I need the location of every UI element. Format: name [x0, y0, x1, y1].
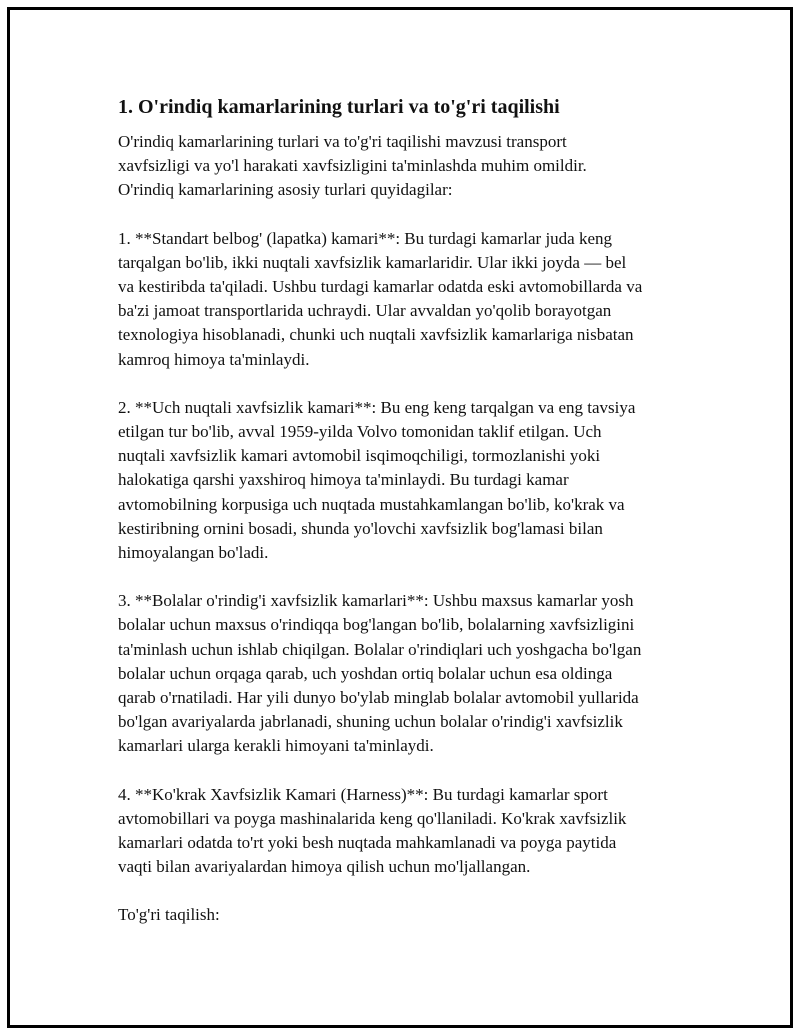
paragraph-item-1 [118, 227, 698, 372]
text-line: bo'lgan avariyalarda jabrlanadi, shuning uchun bolalar o'rindig'i xavfsizlik [118, 712, 623, 732]
paragraph-item-3 [118, 589, 698, 758]
text-line: 1. **Standart belbog' (lapatka) kamari**: Bu turdagi kamarlar juda keng [118, 228, 613, 248]
text-line: xavfsizligi va yo'l harakati xavfsizligini ta'minlashda muhim omildir. [118, 156, 587, 176]
text-line: kestiribning ornini bosadi, shunda yo'lovchi xavfsizlik bog'lamasi bilan [118, 518, 603, 538]
paragraph-item-4 [118, 783, 698, 880]
text-line: kamarlari odatda to'rt yoki besh nuqtada mahkamlanadi va poyga paytida [118, 833, 617, 853]
text-line: ta'minlash uchun ishlab chiqilgan. Bolalar o'rindiqlari uch yoshgacha bo'lgan [118, 639, 642, 659]
text-line: 3. **Bolalar o'rindig'i xavfsizlik kamarlari**: Ushbu maxsus kamarlar yosh [118, 591, 634, 611]
text-line: kamarlari ularga kerakli himoyani ta'minlaydi. [118, 736, 434, 756]
text-line: To'g'ri taqilish: [118, 905, 220, 925]
text-line: nuqtali xavfsizlik kamari avtomobil isqimoqchiligi, tormozlanishi yoki [118, 446, 601, 466]
text-line: avtomobilning korpusiga uch nuqtada mustahkamlangan bo'lib, ko'krak va [118, 494, 625, 514]
text-line: bolalar uchun maxsus o'rindiqqa bog'langan bo'lib, bolalarning xavfsizligini [118, 615, 635, 635]
document-title: 1. O'rindiq kamarlarining turlari va to'g'ri taqilishi [118, 96, 560, 118]
paragraph-intro [118, 130, 698, 203]
text-line: O'rindiq kamarlarining turlari va to'g'ri taqilishi mavzusi transport [118, 132, 567, 151]
paragraph-item-2 [118, 396, 698, 565]
text-line: tarqalgan bo'lib, ikki nuqtali xavfsizlik kamarlaridir. Ular ikki joyda — bel [118, 252, 627, 272]
text-line: va kestiribda ta'qiladi. Ushbu turdagi kamarlar odatda eski avtomobillarda va [118, 277, 643, 297]
paragraph-conclusion-heading [118, 903, 698, 927]
text-line: O'rindiq kamarlarining asosiy turlari quyidagilar: [118, 180, 453, 200]
text-line: ba'zi jamoat transportlarida uchraydi. Ular avvaldan yo'qolib borayotgan [118, 301, 612, 321]
text-line: 2. **Uch nuqtali xavfsizlik kamari**: Bu eng keng tarqalgan va eng tavsiya [118, 397, 636, 417]
text-line: bolalar uchun orqaga qarab, uch yoshdan ortiq bolalar uchun esa oldinga [118, 663, 613, 683]
text-line: halokatiga qarshi yaxshiroq himoya ta'minlaydi. Bu turdagi kamar [118, 470, 569, 490]
text-line: vaqti bilan avariyalardan himoya qilish uchun mo'ljallangan. [118, 857, 531, 877]
text-line: qarab o'rnatiladi. Har yili dunyo bo'ylab minglab bolalar avtomobil yullarida [118, 688, 639, 708]
text-line: etilgan tur bo'lib, avval 1959-yilda Volvo tomonidan taklif etilgan. Uch [118, 422, 602, 442]
text-line: himoyalangan bo'ladi. [118, 543, 269, 563]
text-line: 4. **Ko'krak Xavfsizlik Kamari (Harness)**: Bu turdagi kamarlar sport [118, 784, 608, 804]
document-body [118, 93, 698, 952]
text-line: avtomobillari va poyga mashinalarida keng qo'llaniladi. Ko'krak xavfsizlik [118, 808, 627, 828]
text-line: kamroq himoya ta'minlaydi. [118, 349, 310, 369]
text-line: texnologiya hisoblanadi, chunki uch nuqtali xavfsizlik kamarlariga nisbatan [118, 325, 634, 345]
